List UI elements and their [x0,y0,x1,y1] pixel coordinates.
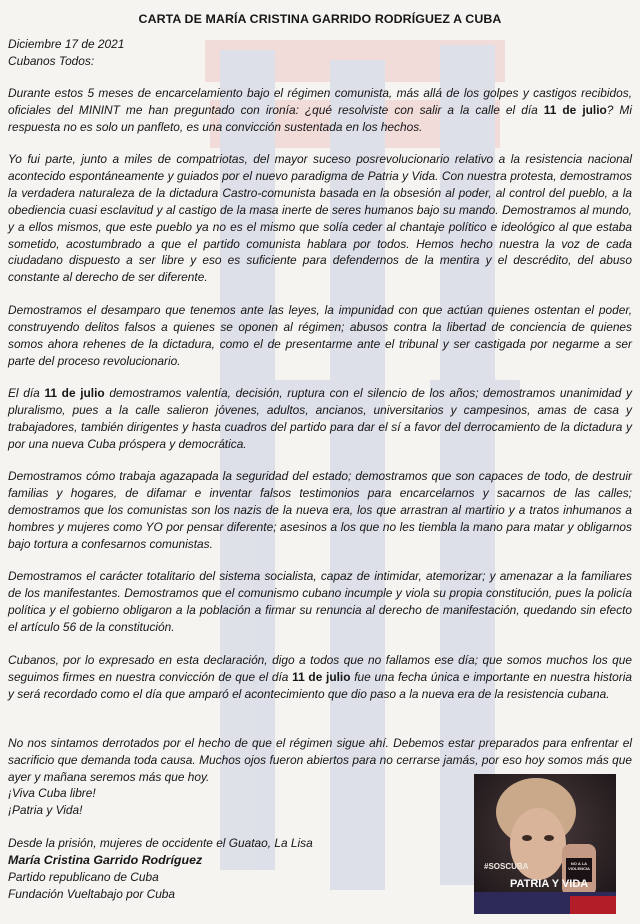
signature-org-2: Fundación Vueltabajo por Cuba [8,887,176,901]
paragraph-2: Yo fui parte, junto a miles de compatriotas, del mayor suceso posrevolucionario relativo a la resistencia nacional acontecido espontáneamente y guiados por el nuevo paradigma de Patria y Vida. Con nuestra protesta, demostramos la verdadera naturaleza de la dictadura Castro-comunista basada en la obsesión al poder, al control del pueblo, a la obediencia cuasi esclavitud y al castigo de la masa inerte de seres humanos bajo su mando. Demostramos al mundo, y a ellos mismos, que este pueblo ya no es el mismo que solía ceder al chantaje político e ideológico al que estaba sometido, acostumbrado a que el partido comunista hablara por todos. Hemos hecho nuestra la voz de cada ciudadano dispuesto a ser libre y eso es suficiente para defendernos de la mentira y el descrédito, del abuso constante al derecho de ser diferente. [8,152,632,285]
paragraph-1: Durante estos 5 meses de encarcelamiento bajo el régimen comunista, más allá de los golpes y castigos recibidos, oficiales del MININT me han preguntado con ironía: ¿qué resolviste con salir a la calle el día 11 de julio? Mi respuesta no es solo un panfleto, es una convicción sustentada en los hechos. [8,86,632,134]
signature-name: María Cristina Garrido Rodríguez [8,853,203,867]
paragraph-3: Demostramos el desamparo que tenemos ante las leyes, la impunidad con que actúan quienes ostentan el poder, construyendo delitos falsos a quienes se oponen al régimen; abusos contra la libertad de conciencia de quienes somos ahora rehenes de la dictadura, como el de presentarme ante el tribunal y ser castigada por negarme a ser parte del proceso revolucionario. [8,303,632,368]
letter-greeting: Cubanos Todos: [8,54,95,68]
protest-photo [474,774,616,914]
paragraph-8: No nos sintamos derrotados por el hecho de que el régimen sigue ahí. Debemos estar preparados para enfrentar el sacrificio que demanda toda causa. Muchos ojos fueron abiertos para no cerrarse jamás, por eso hoy somos más que ayer y mañana seremos más que hoy. [8,736,632,784]
photo-hashtag: #SOSCUBA [484,862,529,871]
cheer-viva-cuba: ¡Viva Cuba libre! [8,786,96,800]
paragraph-4: El día 11 de julio demostramos valentía, decisión, ruptura con el silencio de los años; demostramos unanimidad y pluralismo, pues a la calle salieron jóvenes, adultos, ancianos, universitarios y campesinos, amas de casa y trabajadores, también dirigentes y hasta cuadros del partido para dar el sí a favor del derrocamiento de la dictadura y por una nueva Cuba próspera y democrática. [8,386,632,451]
cheer-patria-vida: ¡Patria y Vida! [8,803,83,817]
paragraph-6: Demostramos el carácter totalitario del sistema socialista, capaz de intimidar, atemorizar; y amenazar a la familiares de los manifestantes. Demostramos que el comunismo cubano incumple y viola su propia constitución, pues la policía política y el gobierno obligaron a la población a firmar su renuncia al derecho de manifestación, quedando sin efecto el artículo 56 de la constitución. [8,569,632,634]
paragraph-7: Cubanos, por lo expresado en esta declaración, digo a todos que no fallamos ese día; que somos muchos los que seguimos firmes en nuestra convicción de que el día 11 de julio fue una fecha única e importante en nuestra historia y será recordado como el día que amparó el acontecimiento que dio paso a la nueva era de la resistencia cubana. [8,653,632,701]
photo-sign-text: NO A LA VIOLENCIA [568,861,590,871]
paragraph-5: Demostramos cómo trabaja agazapada la seguridad del estado; demostramos que son capaces de todo, de destruir familias y hogares, de difamar e inventar falsos testimonios para encarcelarnos y sacarnos de las calles; demostramos que los comunistas son los nazis de la nueva era, los que arrastran al martirio y a tratos inhumanos a hombres y mujeres como YO por pensar diferente; asesinos a los que no les tiembla la mano para matar y obligarnos bajo tortura a confesarnos comunistas. [8,469,632,551]
portrait-illustration [474,774,616,914]
signature-place: Desde la prisión, mujeres de occidente el Guatao, La Lisa [8,836,313,850]
page-title: CARTA DE MARÍA CRISTINA GARRIDO RODRÍGUEZ A CUBA [138,12,502,26]
photo-caption: PATRIA Y VIDA [510,878,589,890]
signature-org-1: Partido republicano de Cuba [8,870,159,884]
letter-date: Diciembre 17 de 2021 [8,37,125,51]
